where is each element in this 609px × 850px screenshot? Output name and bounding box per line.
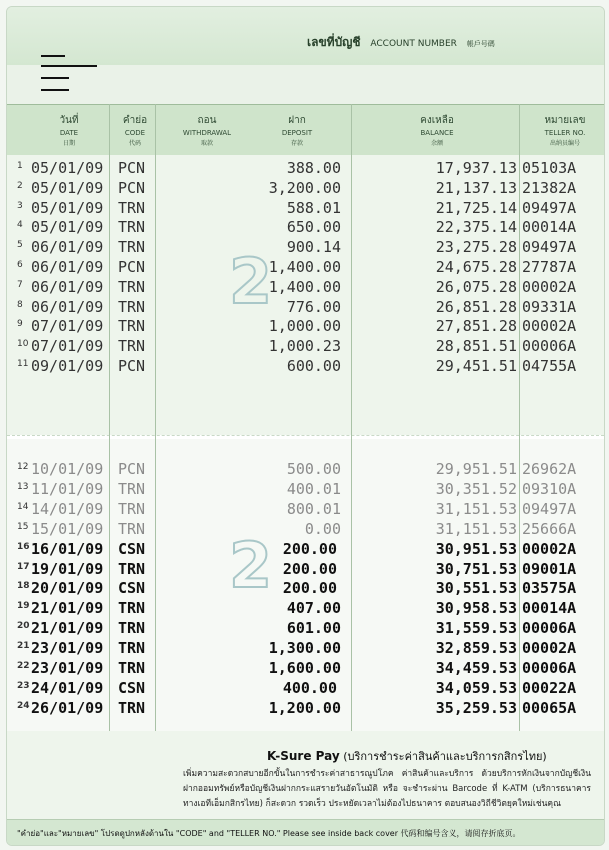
row-balance: 24,675.28: [435, 258, 517, 276]
row-deposit: 500.00: [286, 460, 341, 478]
table-row: [7, 500, 604, 520]
row-date: 05/01/09: [31, 178, 104, 197]
row-code: TRN: [118, 698, 146, 717]
row-number: 2: [17, 180, 23, 191]
col-teller: [527, 113, 603, 147]
row-number: 17: [17, 561, 30, 572]
row-number: 24: [17, 700, 30, 711]
row-code: TRN: [118, 198, 146, 217]
row-code: CSN: [118, 678, 146, 697]
table-row: [7, 460, 604, 480]
row-balance: 22,375.14: [435, 218, 517, 237]
table-row: [7, 480, 604, 500]
row-code: TRN: [118, 599, 146, 618]
row-date: 06/01/09: [31, 277, 104, 296]
row-teller: 27787A: [522, 258, 577, 276]
row-date: 10/01/09: [31, 460, 104, 478]
table-row: [7, 639, 604, 659]
row-code: CSN: [118, 539, 146, 558]
row-withdrawal: 200.00: [282, 559, 337, 578]
menu-icon-line-2: [41, 65, 97, 67]
row-deposit: 1,400.00: [268, 277, 341, 296]
col-date-th: วันที่: [59, 115, 79, 126]
row-number: 7: [17, 279, 23, 290]
row-date: 06/01/09: [31, 258, 104, 276]
row-deposit: 1,000.00: [268, 317, 341, 336]
row-date: 21/01/09: [31, 599, 104, 618]
row-teller: 09001A: [522, 559, 577, 578]
kpay-heading: [267, 747, 547, 765]
col-code: [113, 113, 157, 147]
kpay-subtitle: (บริการชำระค่าสินค้าและบริการกสิกรไทย): [343, 750, 547, 763]
row-balance: 30,351.52: [435, 479, 517, 498]
menu-icon-line-3: [41, 77, 69, 79]
row-date: 19/01/09: [31, 559, 104, 578]
row-deposit: 1,300.00: [268, 639, 341, 658]
row-balance: 34,059.53: [435, 678, 517, 697]
col-deposit-en: DEPOSIT: [281, 129, 313, 137]
page-number-mark-2: 2: [229, 529, 273, 602]
col-balance: [397, 113, 477, 147]
row-balance: 21,137.13: [435, 178, 517, 197]
row-number: 23: [17, 680, 30, 691]
row-code: PCN: [118, 460, 146, 478]
row-date: 07/01/09: [31, 337, 104, 356]
row-code: TRN: [118, 337, 146, 356]
row-date: 23/01/09: [31, 639, 104, 658]
column-header: [7, 104, 604, 156]
row-date: 20/01/09: [31, 579, 104, 598]
row-teller: 05103A: [522, 159, 577, 177]
kpay-title: K-Sure Pay: [267, 749, 340, 763]
row-teller: 00022A: [522, 678, 577, 697]
row-teller: 03575A: [522, 579, 577, 598]
row-code: TRN: [118, 479, 146, 498]
row-teller: 26962A: [522, 460, 577, 478]
row-teller: 09331A: [522, 297, 577, 316]
row-teller: 00006A: [522, 619, 577, 638]
table-row: [7, 357, 604, 377]
row-deposit: 588.01: [286, 198, 341, 217]
table-row: [7, 258, 604, 278]
row-code: PCN: [118, 357, 146, 375]
row-number: 21: [17, 641, 30, 652]
row-teller: 00065A: [522, 698, 577, 717]
row-code: TRN: [118, 297, 146, 316]
col-code-th: คำย่อ: [122, 115, 148, 126]
row-withdrawal: 400.00: [282, 678, 337, 697]
row-balance: 30,551.53: [435, 579, 517, 598]
col-date-zh: 日期: [62, 140, 75, 147]
row-number: 1: [17, 161, 23, 171]
table-row: [7, 278, 604, 298]
row-code: TRN: [118, 639, 146, 658]
top-bar: [7, 7, 604, 65]
row-number: 13: [17, 481, 29, 492]
table-row: [7, 298, 604, 318]
row-teller: 00002A: [522, 317, 577, 336]
row-deposit: 1,000.23: [268, 337, 341, 356]
table-row: [7, 179, 604, 199]
row-code: PCN: [118, 258, 146, 276]
row-teller: 09497A: [522, 499, 577, 518]
row-number: 14: [17, 501, 29, 512]
row-teller: 21382A: [522, 178, 577, 197]
col-withdrawal-en: WITHDRAWAL: [182, 129, 232, 137]
table-row: [7, 199, 604, 219]
row-code: PCN: [118, 178, 146, 197]
col-balance-zh: 余额: [430, 140, 443, 147]
table-row: [7, 218, 604, 238]
row-number: 16: [17, 541, 30, 552]
table-row: [7, 337, 604, 357]
col-date-en: DATE: [59, 129, 79, 137]
row-balance: 31,151.53: [435, 499, 517, 518]
col-deposit: [257, 113, 337, 147]
col-date: [29, 113, 109, 147]
row-deposit: 1,600.00: [268, 659, 341, 677]
row-number: 3: [17, 200, 23, 211]
row-deposit: 0.00: [304, 519, 341, 538]
row-deposit: 407.00: [286, 599, 341, 618]
row-deposit: 776.00: [286, 297, 341, 316]
row-code: TRN: [118, 238, 146, 257]
row-balance: 27,851.28: [435, 317, 517, 336]
row-number: 22: [17, 661, 30, 671]
row-balance: 26,075.28: [435, 277, 517, 296]
row-teller: 04755A: [522, 357, 577, 375]
col-code-en: CODE: [124, 129, 146, 137]
row-balance: 21,725.14: [435, 198, 517, 217]
table-row: [7, 579, 604, 599]
col-deposit-th: ฝาก: [288, 115, 306, 126]
row-number: 9: [17, 319, 23, 330]
row-number: 15: [17, 521, 29, 532]
row-code: TRN: [118, 218, 146, 237]
account-number-label: [307, 33, 495, 52]
row-balance: 28,851.51: [435, 337, 517, 356]
row-teller: 25666A: [522, 519, 577, 538]
row-date: 05/01/09: [31, 159, 104, 177]
row-number: 10: [17, 339, 29, 350]
row-date: 05/01/09: [31, 218, 104, 237]
col-withdrawal-zh: 取款: [200, 140, 213, 147]
row-teller: 09497A: [522, 198, 577, 217]
row-number: 20: [17, 621, 30, 632]
account-label-en: ACCOUNT NUMBER: [370, 39, 457, 49]
table-row: [7, 520, 604, 540]
bottom-note-bar: [7, 819, 604, 846]
row-balance: 30,951.53: [435, 539, 517, 558]
row-date: 09/01/09: [31, 357, 104, 375]
row-balance: 30,958.53: [435, 599, 517, 618]
row-withdrawal: 200.00: [282, 539, 337, 558]
row-date: 07/01/09: [31, 317, 104, 336]
kpay-description: เพิ่มความสะดวกสบายอีกขั้นในการชำระค่าสาธารณูปโภค ค่าสินค้าและบริการ ด้วยบริการหักเงินจากบัญชีเงินฝากออมทรัพย์หรือบัญชีเงินฝากกระแสรายวันอัตโนมัติ หรือ จะชำระผ่าน Barcode ที่ K-ATM (บริการธนาคารทางเอทีเอ็มกสิกรไทย) ก็สะดวก รวดเร็ว ประหยัดเวลาไม่ต้องไปธนาคาร ตอบสนองวิถีชีวิตยุคใหม่เช่นคุณ: [183, 769, 591, 809]
row-deposit: 3,200.00: [268, 178, 341, 197]
row-balance: 29,451.51: [435, 357, 517, 375]
col-withdrawal-th: ถอน: [197, 115, 217, 126]
row-teller: 00014A: [522, 218, 577, 237]
row-balance: 30,751.53: [435, 559, 517, 578]
row-deposit: 800.01: [286, 499, 341, 518]
row-withdrawal: 200.00: [282, 579, 337, 598]
row-balance: 34,459.53: [435, 659, 517, 677]
table-row: [7, 659, 604, 679]
passbook-sheet: [6, 6, 605, 846]
code-teller-note: "คำย่อ"และ"หมายเลข" โปรดดูปกหลังด้านใน "CODE" and "TELLER NO." Please see inside back cover 代码和编号含义，请阅存折底页。: [17, 829, 521, 838]
row-balance: 32,859.53: [435, 639, 517, 658]
row-code: TRN: [118, 659, 146, 677]
table-row: [7, 540, 604, 560]
menu-icon-line-4: [41, 89, 69, 91]
row-code: TRN: [118, 519, 146, 538]
row-deposit: 601.00: [286, 619, 341, 638]
row-teller: 00002A: [522, 539, 577, 558]
row-date: 23/01/09: [31, 659, 104, 677]
row-code: TRN: [118, 559, 146, 578]
table-row: [7, 317, 604, 337]
row-teller: 00014A: [522, 599, 577, 618]
row-date: 24/01/09: [31, 678, 104, 697]
row-deposit: 400.01: [286, 479, 341, 498]
row-deposit: 600.00: [286, 357, 341, 375]
col-balance-en: BALANCE: [420, 129, 454, 137]
row-code: TRN: [118, 499, 146, 518]
row-balance: 31,151.53: [435, 519, 517, 538]
page-number-mark-1: 2: [229, 245, 273, 318]
row-code: TRN: [118, 619, 146, 638]
row-date: 26/01/09: [31, 698, 104, 717]
row-date: 11/01/09: [31, 479, 104, 498]
row-date: 14/01/09: [31, 499, 104, 518]
row-teller: 00002A: [522, 639, 577, 658]
row-teller: 00006A: [522, 659, 577, 677]
account-label-th: เลขที่บัญชี: [307, 35, 361, 49]
row-code: TRN: [118, 317, 146, 336]
promo-footer: [7, 731, 604, 831]
row-balance: 35,259.53: [435, 698, 517, 717]
col-teller-zh: 出纳员编号: [549, 140, 580, 147]
row-date: 21/01/09: [31, 619, 104, 638]
row-number: 6: [17, 260, 23, 270]
table-row: [7, 679, 604, 699]
row-date: 06/01/09: [31, 297, 104, 316]
table-row: [7, 619, 604, 639]
col-balance-th: คงเหลือ: [420, 115, 454, 126]
row-code: PCN: [118, 159, 146, 177]
table-row: [7, 699, 604, 719]
table-row: [7, 238, 604, 258]
row-deposit: 1,200.00: [268, 698, 341, 717]
row-number: 18: [17, 581, 30, 592]
row-deposit: 900.14: [286, 238, 341, 257]
row-date: 05/01/09: [31, 198, 104, 217]
col-withdrawal: [167, 113, 247, 147]
row-number: 19: [17, 601, 30, 612]
row-number: 8: [17, 299, 23, 310]
row-code: TRN: [118, 277, 146, 296]
col-deposit-zh: 存款: [290, 140, 303, 147]
row-balance: 17,937.13: [435, 159, 517, 177]
row-deposit: 388.00: [286, 159, 341, 177]
row-number: 5: [17, 240, 23, 251]
account-label-zh: 帳戶号碼: [466, 40, 495, 48]
row-number: 11: [17, 359, 29, 369]
row-deposit: 650.00: [286, 218, 341, 237]
row-balance: 23,275.28: [435, 238, 517, 257]
row-balance: 29,951.51: [435, 460, 517, 478]
row-deposit: 1,400.00: [268, 258, 341, 276]
row-teller: 00006A: [522, 337, 577, 356]
row-date: 15/01/09: [31, 519, 104, 538]
col-code-zh: 代码: [128, 140, 141, 147]
table-row: [7, 599, 604, 619]
row-teller: 09310A: [522, 479, 577, 498]
row-balance: 31,559.53: [435, 619, 517, 638]
col-teller-th: หมายเลข: [544, 115, 586, 126]
row-teller: 09497A: [522, 238, 577, 257]
row-balance: 26,851.28: [435, 297, 517, 316]
row-teller: 00002A: [522, 277, 577, 296]
menu-icon: [41, 55, 65, 57]
col-teller-en: TELLER NO.: [544, 129, 586, 137]
row-code: CSN: [118, 579, 146, 598]
table-row: [7, 560, 604, 580]
row-number: 12: [17, 462, 29, 472]
row-date: 06/01/09: [31, 238, 104, 257]
row-date: 16/01/09: [31, 539, 104, 558]
table-row: [7, 159, 604, 179]
row-number: 4: [17, 220, 23, 231]
